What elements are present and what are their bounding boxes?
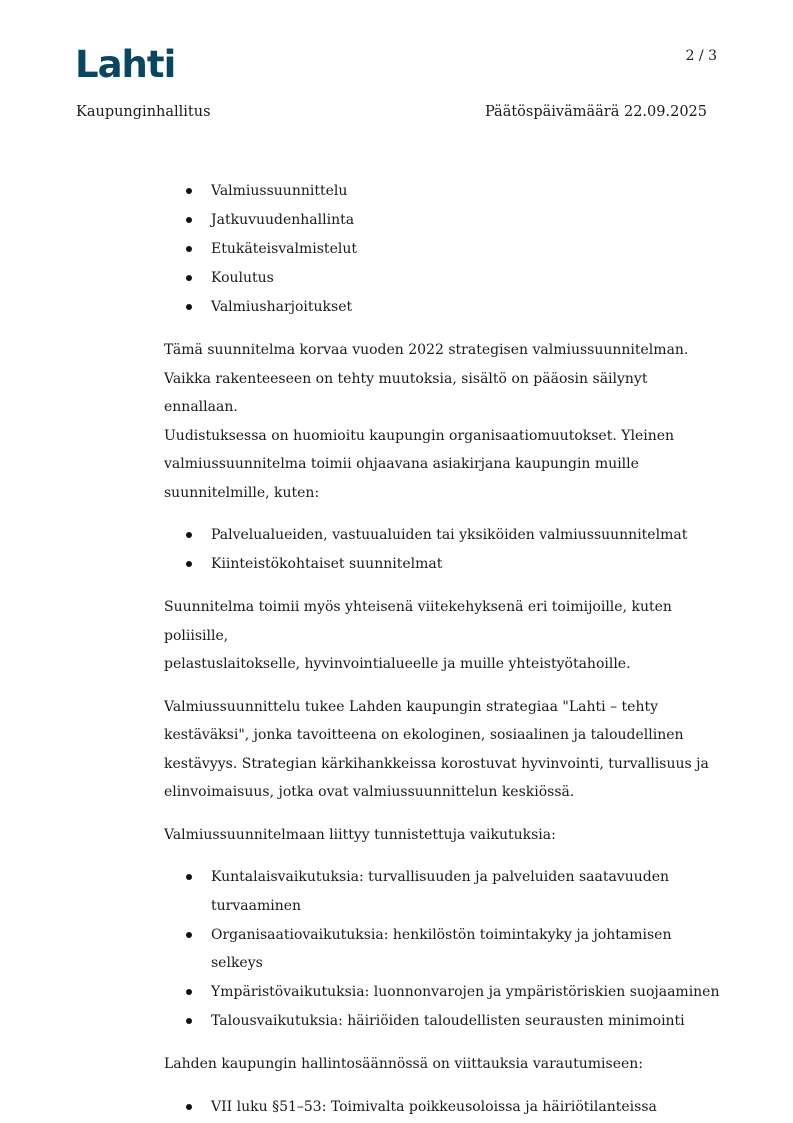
text-line: Tämä suunnitelma korvaa vuoden 2022 strategisen valmiussuunnitelman. xyxy=(164,342,689,358)
text-line: suunnitelmille, kuten: xyxy=(164,484,320,501)
text-line: kestävyys. Strategian kärkihankkeissa korostuvat hyvinvointi, turvallisuus ja xyxy=(164,755,709,772)
bullet-list-regulations xyxy=(164,1093,723,1122)
paragraph-impacts-intro: Valmiussuunnitelmaan liittyy tunnistettuja vaikutuksia: xyxy=(164,826,556,843)
paragraph-plan-replacement xyxy=(164,336,723,507)
list-item: Etukäteisvalmistelut xyxy=(164,235,723,264)
list-item xyxy=(164,863,723,920)
text-line: turvaaminen xyxy=(211,897,302,914)
list-item: Valmiusharjoitukset xyxy=(164,293,723,322)
list-item: VII luku §51–53: Toimivalta poikkeusoloissa ja häiriötilanteissa xyxy=(164,1093,723,1122)
list-item: Kiinteistökohtaiset suunnitelmat xyxy=(164,550,723,579)
bullet-list-impacts xyxy=(164,863,723,1036)
text-line: valmiussuunnitelma toimii ohjaavana asiakirjana kaupungin muille xyxy=(164,456,639,472)
list-item: Ympäristövaikutuksia: luonnonvarojen ja ympäristöriskien suojaaminen xyxy=(164,978,723,1007)
decision-date: Päätöspäivämäärä 22.09.2025 xyxy=(484,104,707,120)
paragraph-regulations-intro: Lahden kaupungin hallintosäännössä on viittauksia varautumiseen: xyxy=(164,1056,644,1072)
lahti-logo: Lahti xyxy=(75,43,176,86)
text-line: elinvoimaisuus, jotka ovat valmiussuunnittelun keskiössä. xyxy=(164,784,575,800)
page-number: 2 / 3 xyxy=(685,48,717,64)
text-line: kestäväksi", jonka tavoitteena on ekologinen, sosiaalinen ja taloudellinen xyxy=(164,727,684,743)
list-item: Jatkuvuudenhallinta xyxy=(164,206,723,235)
text-line: Uudistuksessa on huomioitu kaupungin organisaatiomuutokset. Yleinen xyxy=(164,427,675,444)
organization-name: Kaupunginhallitus xyxy=(76,104,211,120)
document-header xyxy=(76,104,707,120)
list-item: Koulutus xyxy=(164,264,723,293)
bullet-list-planning-areas xyxy=(164,177,723,322)
bullet-list-plan-types xyxy=(164,521,723,579)
list-item: Talousvaikutuksia: häiriöiden taloudellisten seurausten minimointi xyxy=(164,1007,723,1036)
paragraph-strategy xyxy=(164,693,723,807)
text-line: Kuntalaisvaikutuksia: turvallisuuden ja palveluiden saatavuuden xyxy=(211,869,669,885)
text-line: Valmiussuunnittelu tukee Lahden kaupungin strategiaa "Lahti – tehty xyxy=(164,698,658,715)
paragraph-framework xyxy=(164,593,723,679)
text-line: Vaikka rakenteeseen on tehty muutoksia, sisältö on pääosin säilynyt ennallaan. xyxy=(164,370,648,415)
list-item: Valmiussuunnittelu xyxy=(164,177,723,206)
list-item: Organisaatiovaikutuksia: henkilöstön toimintakyky ja johtamisen selkeys xyxy=(164,921,723,978)
document-body xyxy=(164,177,723,1122)
list-item: Palvelualueiden, vastuualuiden tai yksiköiden valmiussuunnitelmat xyxy=(164,521,723,550)
text-line: Suunnitelma toimii myös yhteisenä viitekehyksenä eri toimijoille, kuten poliisille, xyxy=(164,599,672,644)
text-line: pelastuslaitokselle, hyvinvointialueelle ja muille yhteistyötahoille. xyxy=(164,656,631,672)
